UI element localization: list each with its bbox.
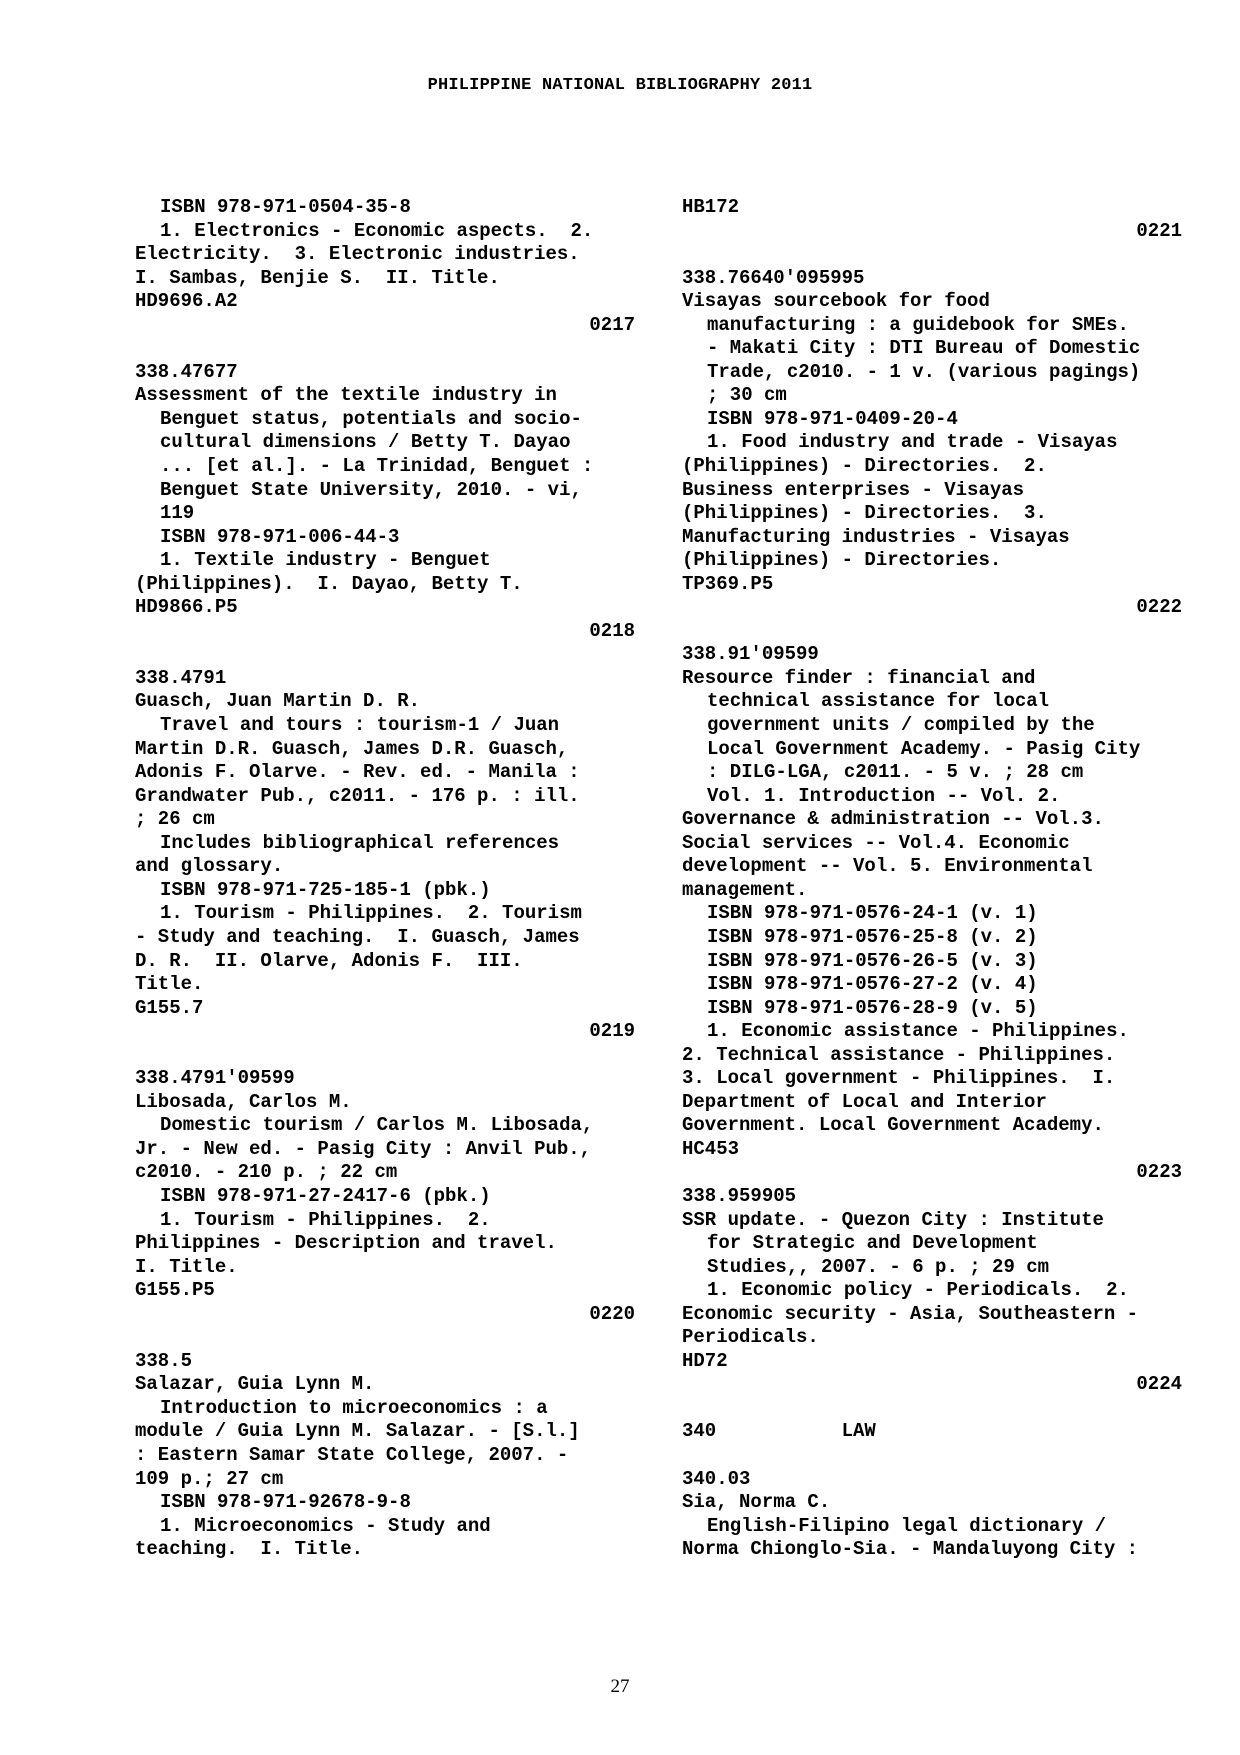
bibliographic-line: Business enterprises - Visayas (682, 478, 1025, 501)
bibliographic-line: I. Title. (135, 1255, 238, 1278)
bibliographic-line: ISBN 978-971-0409-20-4 (707, 407, 958, 430)
bibliographic-line: (Philippines) - Directories. 2. (682, 455, 1047, 478)
bibliographic-line: 3. Local government - Philippines. I. (682, 1067, 1116, 1090)
bibliographic-line: G155.7 (135, 996, 204, 1019)
bibliographic-line: and glossary. (135, 855, 284, 878)
bibliographic-line: technical assistance for local (707, 690, 1050, 713)
bibliographic-line: 338.4791'09599 (135, 1067, 295, 1090)
bibliographic-line: : Eastern Samar State College, 2007. - (135, 1443, 569, 1466)
bibliographic-line: Social services -- Vol.4. Economic (682, 831, 1070, 854)
right-column (682, 196, 1182, 1562)
bibliographic-line: manufacturing : a guidebook for SMEs. (707, 313, 1129, 336)
bibliographic-line: Economic security - Asia, Southeastern - (682, 1302, 1139, 1325)
bibliographic-line: ISBN 978-971-0504-35-8 (160, 196, 411, 218)
bibliographic-line: 338.47677 (135, 360, 238, 383)
page-header-title: PHILIPPINE NATIONAL BIBLIOGRAPHY 2011 (427, 76, 813, 95)
bibliographic-line: 340 LAW (682, 1420, 876, 1443)
bibliographic-line: 109 p.; 27 cm (135, 1467, 284, 1490)
bibliographic-line: Department of Local and Interior (682, 1090, 1047, 1113)
bibliographic-line: ISBN 978-971-0576-24-1 (v. 1) (707, 902, 1038, 925)
bibliographic-line: 1. Tourism - Philippines. 2. Tourism (160, 902, 582, 925)
bibliographic-line: ISBN 978-971-006-44-3 (160, 525, 400, 548)
bibliographic-line: management. (682, 878, 808, 901)
blank-line (682, 1397, 1182, 1421)
bibliographic-line: 2. Technical assistance - Philippines. (682, 1043, 1116, 1066)
bibliographic-line: Includes bibliographical references (160, 831, 560, 854)
bibliographic-line: 119 (160, 502, 195, 525)
entry-number: 0223 (1136, 1161, 1182, 1184)
blank-line (682, 1444, 1182, 1468)
bibliographic-line: Norma Chionglo-Sia. - Mandaluyong City : (682, 1538, 1139, 1561)
blank-line (135, 1044, 635, 1068)
bibliographic-line: Governance & administration -- Vol.3. (682, 808, 1104, 831)
bibliographic-line: for Strategic and Development (707, 1232, 1038, 1255)
bibliographic-line: 1. Textile industry - Benguet (160, 549, 491, 572)
bibliographic-line: Philippines - Description and travel. (135, 1232, 557, 1255)
bibliographic-line: ISBN 978-971-92678-9-8 (160, 1491, 411, 1514)
bibliographic-line: SSR update. - Quezon City : Institute (682, 1208, 1104, 1231)
bibliographic-line: Studies,, 2007. - 6 p. ; 29 cm (707, 1255, 1050, 1278)
bibliographic-line: English-Filipino legal dictionary / (707, 1514, 1107, 1537)
bibliographic-line: 1. Microeconomics - Study and (160, 1514, 491, 1537)
bibliographic-line: Government. Local Government Academy. (682, 1114, 1104, 1137)
bibliographic-line: ISBN 978-971-0576-26-5 (v. 3) (707, 949, 1038, 972)
entry-number: 0222 (1136, 596, 1182, 619)
bibliographic-line: 338.5 (135, 1349, 193, 1372)
bibliographic-line: HD72 (682, 1349, 728, 1372)
bibliographic-line: Vol. 1. Introduction -- Vol. 2. (707, 784, 1061, 807)
bibliographic-line: ... [et al.]. - La Trinidad, Benguet : (160, 455, 594, 478)
bibliographic-line: Jr. - New ed. - Pasig City : Anvil Pub., (135, 1137, 592, 1160)
entry-number: 0218 (589, 619, 635, 642)
bibliographic-line: I. Sambas, Benjie S. II. Title. (135, 266, 500, 289)
bibliographic-line: Manufacturing industries - Visayas (682, 525, 1070, 548)
bibliographic-line: : DILG-LGA, c2011. - 5 v. ; 28 cm (707, 761, 1084, 784)
bibliographic-line: HC453 (682, 1137, 740, 1160)
bibliographic-line: Adonis F. Olarve. - Rev. ed. - Manila : (135, 761, 580, 784)
page-number: 27 (610, 1676, 630, 1697)
bibliographic-line: Periodicals. (682, 1326, 819, 1349)
entry-number: 0217 (589, 313, 635, 336)
bibliographic-line: (Philippines) - Directories. (682, 549, 1002, 572)
blank-line (135, 1326, 635, 1350)
bibliographic-line: Title. (135, 973, 204, 996)
bibliographic-line: Guasch, Juan Martin D. R. (135, 690, 421, 713)
bibliographic-line: Introduction to microeconomics : a (160, 1396, 548, 1419)
entry-number: 0219 (589, 1020, 635, 1043)
bibliographic-line: c2010. - 210 p. ; 22 cm (135, 1161, 398, 1184)
bibliographic-line: - Makati City : DTI Bureau of Domestic (707, 337, 1141, 360)
bibliographic-line: TP369.P5 (682, 572, 774, 595)
bibliographic-line: 338.4791 (135, 666, 227, 689)
bibliographic-line: ; 26 cm (135, 808, 215, 831)
bibliographic-line: teaching. I. Title. (135, 1538, 364, 1561)
bibliographic-line: government units / compiled by the (707, 714, 1095, 737)
bibliographic-line: Benguet status, potentials and socio- (160, 407, 582, 430)
bibliographic-line: 340.03 (682, 1467, 751, 1490)
bibliographic-line: Resource finder : financial and (682, 666, 1036, 689)
left-column (135, 196, 635, 1562)
entry-number: 0220 (589, 1302, 635, 1325)
bibliographic-line: ISBN 978-971-0576-27-2 (v. 4) (707, 973, 1038, 996)
bibliographic-line: HB172 (682, 196, 740, 218)
bibliographic-line: Grandwater Pub., c2011. - 176 p. : ill. (135, 784, 580, 807)
bibliographic-line: Sia, Norma C. (682, 1491, 831, 1514)
bibliographic-line: ISBN 978-971-27-2417-6 (pbk.) (160, 1184, 491, 1207)
bibliographic-line: 338.959905 (682, 1184, 797, 1207)
bibliographic-line: G155.P5 (135, 1279, 215, 1302)
bibliographic-line: 1. Food industry and trade - Visayas (707, 431, 1118, 454)
bibliographic-line: ISBN 978-971-725-185-1 (pbk.) (160, 878, 491, 901)
bibliographic-line: HD9866.P5 (135, 596, 238, 619)
bibliographic-line: Salazar, Guia Lynn M. (135, 1373, 375, 1396)
bibliographic-line: 338.91'09599 (682, 643, 819, 666)
bibliographic-line: Electricity. 3. Electronic industries. (135, 243, 580, 266)
bibliographic-line: Local Government Academy. - Pasig City (707, 737, 1141, 760)
blank-line (682, 243, 1182, 267)
blank-line (135, 337, 635, 361)
bibliographic-line: 1. Economic assistance - Philippines. (707, 1020, 1129, 1043)
bibliographic-line: Benguet State University, 2010. - vi, (160, 478, 582, 501)
blank-line (135, 643, 635, 667)
blank-line (682, 620, 1182, 644)
bibliographic-line: 338.76640'095995 (682, 266, 865, 289)
bibliographic-line: D. R. II. Olarve, Adonis F. III. (135, 949, 523, 972)
entry-number: 0224 (1136, 1373, 1182, 1396)
bibliographic-line: Trade, c2010. - 1 v. (various pagings) (707, 360, 1141, 383)
bibliographic-line: Visayas sourcebook for food (682, 290, 990, 313)
bibliographic-line: ISBN 978-971-0576-28-9 (v. 5) (707, 996, 1038, 1019)
bibliographic-line: cultural dimensions / Betty T. Dayao (160, 431, 571, 454)
bibliographic-line: 1. Electronics - Economic aspects. 2. (160, 219, 594, 242)
bibliographic-line: Assessment of the textile industry in (135, 384, 557, 407)
entry-number: 0221 (1136, 219, 1182, 242)
bibliographic-line: module / Guia Lynn M. Salazar. - [S.l.] (135, 1420, 580, 1443)
bibliographic-line: Martin D.R. Guasch, James D.R. Guasch, (135, 737, 569, 760)
bibliographic-line: 1. Tourism - Philippines. 2. (160, 1208, 491, 1231)
bibliographic-line: - Study and teaching. I. Guasch, James (135, 925, 580, 948)
bibliographic-line: development -- Vol. 5. Environmental (682, 855, 1093, 878)
bibliographic-line: ; 30 cm (707, 384, 787, 407)
bibliographic-line: HD9696.A2 (135, 290, 238, 313)
bibliographic-line: Domestic tourism / Carlos M. Libosada, (160, 1114, 594, 1137)
bibliographic-line: Travel and tours : tourism-1 / Juan (160, 714, 560, 737)
bibliographic-line: 1. Economic policy - Periodicals. 2. (707, 1279, 1129, 1302)
bibliographic-line: (Philippines) - Directories. 3. (682, 502, 1047, 525)
bibliographic-line: ISBN 978-971-0576-25-8 (v. 2) (707, 925, 1038, 948)
bibliographic-line: (Philippines). I. Dayao, Betty T. (135, 572, 523, 595)
bibliographic-line: Libosada, Carlos M. (135, 1090, 352, 1113)
